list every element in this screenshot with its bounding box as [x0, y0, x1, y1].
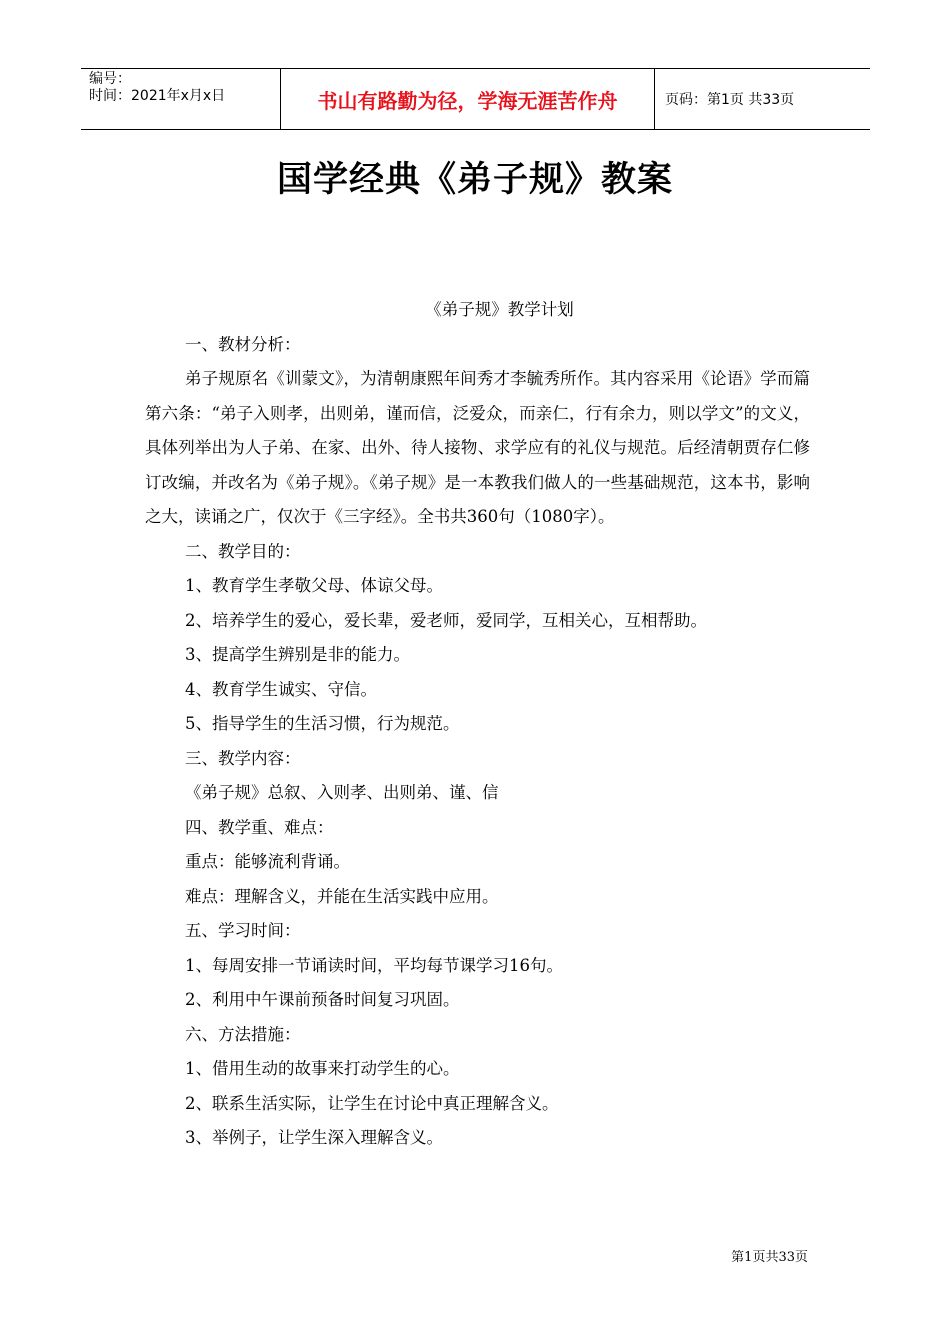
list-item: 1、借用生动的故事来打动学生的心。	[185, 1059, 460, 1078]
header-meta	[81, 69, 281, 129]
page-header	[81, 68, 870, 130]
list-item: 1、教育学生孝敬父母、体谅父母。	[185, 576, 443, 595]
document-number-label: 编号：	[89, 71, 131, 87]
list-item: 1、每周安排一节诵读时间，平均每节课学习16句。	[185, 955, 563, 975]
section-text: 《弟子规》总叙、入则孝、出则弟、谨、信	[185, 783, 499, 802]
section-text: 重点：能够流利背诵。	[185, 852, 350, 871]
header-page-info: 页码：第1页 共33页	[665, 92, 795, 108]
section-paragraph: 弟子规原名《训蒙文》，为清朝康熙年间秀才李毓秀所作。其内容采用《论语》学而篇第六条：“弟子入则孝，出则弟，谨而信，泛爱众，而亲仁，行有余力，则以学文”的文义，具体列举出为人子弟、在家、出外、待人接物、求学应有的礼仪与规范。后经清朝贾存仁修订改编，并改名为《弟子规》。《弟子规》是一本教我们做人的一些基础规范，这本书，影响之大，读诵之广，仅次于《三字经》。全书共360句（1080字）。	[145, 369, 810, 526]
list-item: 5、指导学生的生活习惯，行为规范。	[185, 714, 460, 733]
list-item: 2、利用中午课前预备时间复习巩固。	[185, 990, 460, 1009]
list-item: 2、联系生活实际，让学生在讨论中真正理解含义。	[185, 1093, 559, 1113]
header-motto: 书山有路勤为径，学海无涯苦作舟	[281, 69, 655, 129]
section-heading: 四、教学重、难点：	[185, 817, 334, 837]
list-item: 3、提高学生辨别是非的能力。	[185, 645, 410, 664]
list-item: 2、培养学生的爱心，爱长辈，爱老师，爱同学，互相关心，互相帮助。	[185, 610, 707, 630]
document-body	[145, 293, 810, 1156]
page-footer: 第1页共33页	[731, 1250, 808, 1265]
document-title: 国学经典《弟子规》教案	[276, 160, 673, 200]
section-text: 难点：理解含义，并能在生活实践中应用。	[185, 886, 499, 906]
document-time: 时间：2021年x月x日	[89, 88, 226, 104]
list-item: 3、举例子，让学生深入理解含义。	[185, 1128, 443, 1147]
section-heading: 一、教材分析：	[185, 334, 301, 354]
section-subtitle: 《弟子规》教学计划	[425, 300, 574, 319]
section-heading: 六、方法措施：	[185, 1024, 301, 1044]
section-heading: 五、学习时间：	[185, 921, 301, 940]
list-item: 4、教育学生诚实、守信。	[185, 679, 377, 699]
section-heading: 二、教学目的：	[185, 541, 301, 561]
section-heading: 三、教学内容：	[185, 748, 301, 768]
